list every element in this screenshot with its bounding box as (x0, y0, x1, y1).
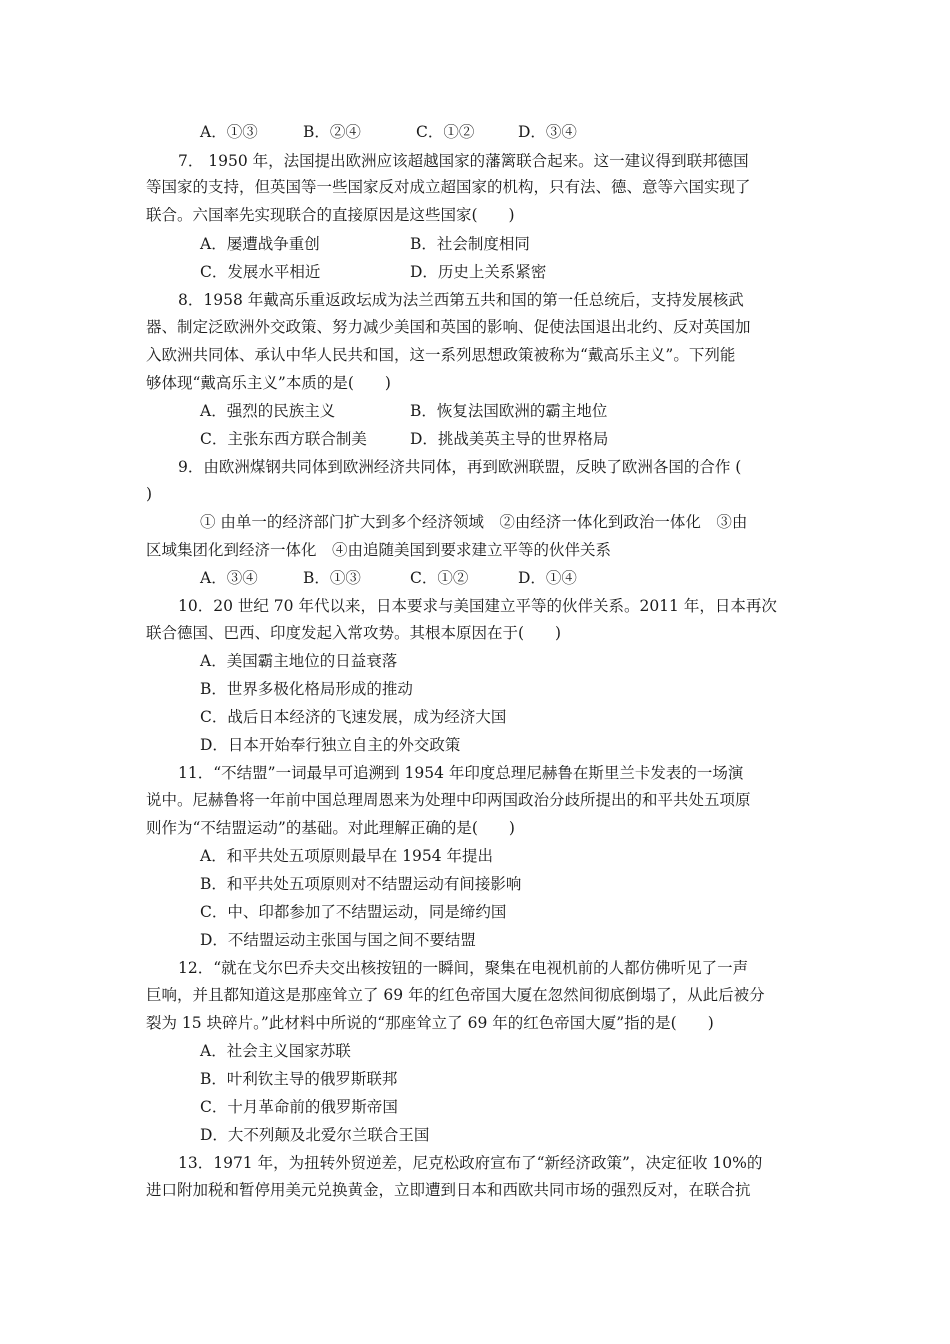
q12-stem-line-3: 裂为 15 块碎片。”此材料中所说的“那座耸立了 69 年的红色帝国大厦”指的是( ) (146, 1014, 714, 1032)
q12-stem-line-2: 巨响，并且都知道这是那座耸立了 69 年的红色帝国大厦在忽然间彻底倒塌了，从此后被分 (146, 986, 765, 1004)
q8-stem-line-4: 够体现“戴高乐主义”本质的是( ) (146, 374, 391, 392)
q10-stem-line-2: 联合德国、巴西、印度发起入常攻势。其根本原因在于( ) (146, 624, 562, 642)
q6-option-c: C．①② (416, 123, 475, 141)
q11-option-d: D．不结盟运动主张国与国之间不要结盟 (200, 931, 476, 949)
q11-stem-line-3: 则作为“不结盟运动”的基础。对此理解正确的是( ) (146, 819, 515, 837)
q9-option-a: A．③④ (200, 569, 258, 587)
q11-option-c: C．中、印都参加了不结盟运动，同是缔约国 (200, 903, 507, 921)
q9-option-d: D．①④ (518, 569, 577, 587)
q9-statements-line-2: 区域集团化到经济一体化 ④由追随美国到要求建立平等的伙伴关系 (146, 541, 612, 559)
q9-option-c: C．①② (410, 569, 469, 587)
q13-stem-line-1: 13．1971 年，为扭转外贸逆差，尼克松政府宣布了“新经济政策”，决定征收 10%的 (178, 1154, 763, 1172)
q8-stem-line-1: 8．1958 年戴高乐重返政坛成为法兰西第五共和国的第一任总统后，支持发展核武 (178, 291, 744, 309)
q7-option-b: B．社会制度相同 (410, 235, 530, 253)
q6-option-d: D．③④ (518, 123, 577, 141)
q8-option-c: C．主张东西方联合制美 (200, 430, 367, 448)
q7-stem-line-1: 7． 1950 年，法国提出欧洲应该超越国家的藩篱联合起来。这一建议得到联邦德国 (178, 152, 749, 170)
q6-option-b: B．②④ (303, 123, 361, 141)
q7-stem-line-2: 等国家的支持，但英国等一些国家反对成立超国家的机构，只有法、德、意等六国实现了 (146, 178, 751, 196)
q8-stem-line-3: 入欧洲共同体、承认中华人民共和国，这一系列思想政策被称为“戴高乐主义”。下列能 (146, 346, 736, 364)
q7-option-d: D．历史上关系紧密 (410, 263, 547, 281)
q12-option-b: B．叶利钦主导的俄罗斯联邦 (200, 1070, 398, 1088)
q9-statements-line-1: ① 由单一的经济部门扩大到多个经济领域 ②由经济一体化到政治一体化 ③由 (200, 513, 748, 531)
q7-option-a: A．屡遭战争重创 (200, 235, 320, 253)
q12-stem-line-1: 12．“就在戈尔巴乔夫交出核按钮的一瞬间，聚集在电视机前的人都仿佛听见了一声 (178, 959, 749, 977)
q11-option-a: A．和平共处五项原则最早在 1954 年提出 (200, 847, 493, 865)
q10-option-c: C．战后日本经济的飞速发展，成为经济大国 (200, 708, 507, 726)
q6-option-a: A．①③ (200, 123, 258, 141)
q8-option-a: A．强烈的民族主义 (200, 402, 336, 420)
q11-stem-line-2: 说中。尼赫鲁将一年前中国总理周恩来为处理中印两国政治分歧所提出的和平共处五项原 (146, 791, 751, 809)
q9-stem-line-2: ) (146, 485, 153, 503)
q12-option-c: C．十月革命前的俄罗斯帝国 (200, 1098, 398, 1116)
q7-option-c: C．发展水平相近 (200, 263, 321, 281)
q11-stem-line-1: 11．“不结盟”一词最早可追溯到 1954 年印度总理尼赫鲁在斯里兰卡发表的一场演 (178, 764, 744, 782)
q12-option-a: A．社会主义国家苏联 (200, 1042, 351, 1060)
q13-stem-line-2: 进口附加税和暂停用美元兑换黄金，立即遭到日本和西欧共同市场的强烈反对，在联合抗 (146, 1181, 751, 1199)
q9-option-b: B．①③ (303, 569, 361, 587)
q10-option-d: D．日本开始奉行独立自主的外交政策 (200, 736, 461, 754)
q10-stem-line-1: 10．20 世纪 70 年代以来，日本要求与美国建立平等的伙伴关系。2011 年，日本再次 (178, 597, 777, 615)
q8-stem-line-2: 器、制定泛欧洲外交政策、努力减少美国和英国的影响、促使法国退出北约、反对英国加 (146, 318, 751, 336)
q7-stem-line-3: 联合。六国率先实现联合的直接原因是这些国家( ) (146, 206, 515, 224)
q9-stem-line-1: 9．由欧洲煤钢共同体到欧洲经济共同体，再到欧洲联盟，反映了欧洲各国的合作 ( (178, 458, 742, 476)
q10-option-b: B．世界多极化格局形成的推动 (200, 680, 413, 698)
q8-option-b: B．恢复法国欧洲的霸主地位 (410, 402, 608, 420)
q8-option-d: D．挑战美英主导的世界格局 (410, 430, 609, 448)
q12-option-d: D．大不列颠及北爱尔兰联合王国 (200, 1126, 430, 1144)
q10-option-a: A．美国霸主地位的日益衰落 (200, 652, 398, 670)
q11-option-b: B．和平共处五项原则对不结盟运动有间接影响 (200, 875, 522, 893)
